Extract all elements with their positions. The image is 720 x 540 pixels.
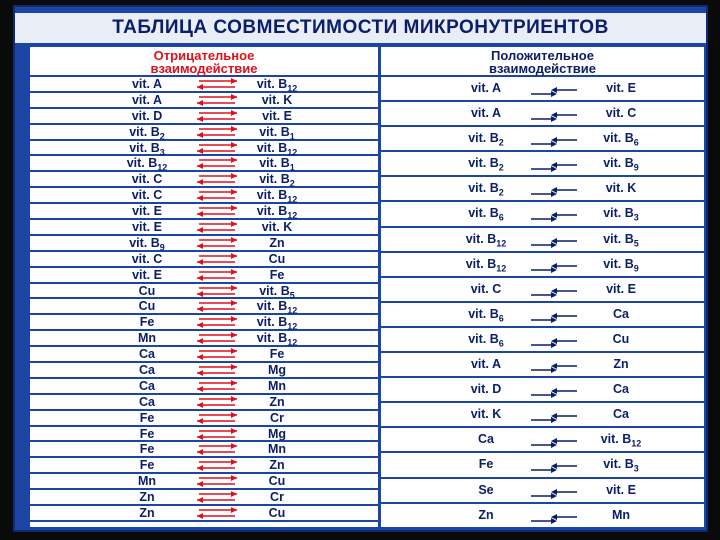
positive-nutrient-2: vit. E	[606, 281, 636, 296]
negative-nutrient-2: Cr	[270, 490, 284, 505]
negative-nutrient-2: Zn	[269, 235, 285, 250]
negative-nutrient-2: vit. K	[261, 220, 293, 235]
negative-nutrient-2: Mg	[267, 426, 287, 441]
positive-nutrient-2: Ca	[613, 407, 629, 422]
positive-nutrient-2: vit. $B_6$	[603, 131, 639, 148]
positive-nutrient-1: vit. A	[470, 357, 502, 372]
negative-row	[30, 188, 378, 204]
negative-row	[30, 395, 378, 411]
red-double-arrow-icon	[195, 253, 239, 268]
negative-nutrient-2: vit. $B_{12}$	[256, 188, 298, 205]
positive-nutrient-1: vit. A	[470, 106, 502, 121]
positive-nutrient-1: Fe	[478, 457, 494, 472]
negative-nutrient-1: Fe	[139, 458, 155, 473]
negative-nutrient-2: vit. $B_{12}$	[256, 204, 298, 221]
negative-nutrient-1: vit. D	[131, 108, 163, 123]
positive-row	[381, 479, 704, 504]
positive-row	[381, 303, 704, 328]
positive-row	[381, 428, 704, 453]
positive-nutrient-1: vit. K	[470, 407, 502, 422]
positive-panel	[381, 47, 704, 527]
positive-nutrient-1: vit. $B_2$	[468, 131, 504, 148]
negative-nutrient-2: vit. $B_{12}$	[256, 140, 298, 158]
red-double-arrow-icon	[195, 110, 239, 125]
positive-nutrient-1: vit. $B_6$	[468, 206, 504, 223]
positive-nutrient-2: Ca	[613, 306, 629, 321]
red-double-arrow-icon	[195, 157, 239, 172]
negative-header-line-1: Отрицательное	[153, 48, 255, 63]
positive-row	[381, 102, 704, 127]
positive-nutrient-2: vit. $B_3$	[603, 457, 639, 474]
positive-nutrient-1: vit. D	[470, 382, 502, 397]
negative-nutrient-1: Mn	[137, 331, 157, 346]
red-double-arrow-icon	[195, 126, 239, 141]
negative-nutrient-2: vit. $B_{12}$	[256, 315, 298, 332]
negative-nutrient-2: vit. E	[262, 108, 292, 123]
red-double-arrow-icon	[195, 269, 239, 284]
negative-nutrient-1: vit. A	[131, 92, 163, 107]
red-double-arrow-icon	[195, 491, 239, 506]
positive-nutrient-2: vit. $B_3$	[603, 206, 639, 223]
negative-nutrient-1: vit. C	[131, 251, 163, 266]
positive-row	[381, 152, 704, 177]
negative-nutrient-2: Cu	[268, 474, 286, 489]
negative-row	[30, 125, 378, 141]
positive-nutrient-2: vit. K	[605, 181, 637, 196]
negative-row	[30, 204, 378, 220]
negative-nutrient-1: Cu	[138, 299, 156, 314]
negative-nutrient-1: Ca	[139, 347, 155, 362]
negative-nutrient-2: Mn	[267, 442, 287, 457]
negative-nutrient-2: vit. $B_{12}$	[256, 77, 298, 94]
negative-nutrient-1: vit. E	[132, 204, 162, 219]
negative-nutrient-1: vit. $B_9$	[129, 235, 165, 253]
negative-row	[30, 490, 378, 506]
positive-nutrient-2: vit. $B_{12}$	[600, 432, 642, 449]
positive-nutrient-2: vit. $B_9$	[603, 256, 639, 274]
negative-rows	[30, 77, 378, 522]
negative-nutrient-2: vit. $B_5$	[259, 283, 295, 301]
negative-nutrient-2: Cu	[268, 251, 286, 266]
negative-row	[30, 379, 378, 395]
positive-row	[381, 177, 704, 202]
positive-nutrient-2: Zn	[613, 357, 629, 372]
negative-row	[30, 252, 378, 268]
positive-nutrient-1: Ca	[478, 432, 494, 447]
negative-nutrient-2: vit. $B_1$	[259, 156, 295, 173]
negative-header	[30, 47, 378, 77]
negative-nutrient-2: Mg	[267, 363, 287, 378]
positive-row	[381, 77, 704, 102]
red-double-arrow-icon	[195, 396, 239, 411]
positive-nutrient-2: vit. E	[606, 482, 636, 497]
red-double-arrow-icon	[195, 78, 239, 93]
negative-nutrient-2: Zn	[269, 458, 285, 473]
negative-row	[30, 458, 378, 474]
positive-header-line-2: взаимодействие	[488, 61, 596, 76]
positive-nutrient-1: vit. $B_{12}$	[465, 231, 507, 249]
positive-nutrient-1: vit. $B_2$	[468, 156, 504, 173]
red-double-arrow-icon	[195, 189, 239, 204]
negative-row	[30, 77, 378, 93]
positive-row	[381, 453, 704, 478]
negative-nutrient-1: vit. C	[131, 188, 163, 203]
negative-row	[30, 315, 378, 331]
positive-row	[381, 328, 704, 353]
negative-nutrient-1: vit. E	[132, 220, 162, 235]
negative-nutrient-1: Zn	[139, 506, 155, 521]
negative-nutrient-2: Fe	[269, 267, 285, 282]
positive-nutrient-2: vit. E	[606, 81, 636, 95]
negative-nutrient-2: Cu	[268, 506, 286, 521]
negative-nutrient-1: Zn	[139, 490, 155, 505]
positive-nutrient-2: vit. $B_9$	[603, 156, 639, 173]
red-double-arrow-icon	[195, 443, 239, 458]
negative-row	[30, 268, 378, 284]
red-double-arrow-icon	[195, 428, 239, 443]
negative-nutrient-2: Mn	[267, 378, 287, 393]
red-double-arrow-icon	[195, 237, 239, 252]
positive-row	[381, 253, 704, 278]
negative-nutrient-2: Fe	[269, 347, 285, 362]
negative-row	[30, 506, 378, 522]
positive-nutrient-1: vit. $B_6$	[468, 306, 504, 324]
red-double-arrow-icon	[195, 380, 239, 395]
red-double-arrow-icon	[195, 364, 239, 379]
positive-nutrient-2: Cu	[612, 331, 630, 346]
negative-nutrient-1: vit. C	[131, 172, 163, 187]
negative-row	[30, 220, 378, 236]
red-double-arrow-icon	[195, 332, 239, 347]
positive-nutrient-1: vit. $B_2$	[468, 181, 504, 198]
positive-nutrient-2: Ca	[613, 382, 629, 397]
negative-nutrient-1: Mn	[137, 474, 157, 489]
negative-row	[30, 172, 378, 188]
negative-panel	[30, 47, 378, 527]
positive-nutrient-1: Zn	[478, 507, 494, 522]
positive-nutrient-1: vit. $B_6$	[468, 331, 504, 349]
red-double-arrow-icon	[195, 94, 239, 109]
negative-row	[30, 442, 378, 458]
positive-nutrient-1: vit. C	[470, 281, 502, 296]
negative-nutrient-1: vit. $B_3$	[129, 140, 165, 158]
red-double-arrow-icon	[195, 412, 239, 427]
red-double-arrow-icon	[195, 142, 239, 157]
positive-nutrient-1: vit. $B_{12}$	[465, 256, 507, 274]
positive-row	[381, 228, 704, 253]
red-double-arrow-icon	[195, 316, 239, 331]
red-double-arrow-icon	[195, 300, 239, 315]
red-double-arrow-icon	[195, 459, 239, 474]
negative-nutrient-2: vit. $B_{12}$	[256, 331, 298, 348]
positive-row	[381, 278, 704, 303]
negative-nutrient-1: Fe	[139, 410, 155, 425]
positive-nutrient-1: Se	[478, 482, 494, 497]
positive-header	[381, 47, 704, 77]
positive-nutrient-2: vit. C	[605, 106, 637, 121]
negative-row	[30, 363, 378, 379]
negative-row	[30, 93, 378, 109]
positive-nutrient-2: Mn	[611, 507, 631, 522]
negative-nutrient-1: vit. $B_2$	[129, 124, 165, 142]
negative-nutrient-2: vit. $B_{12}$	[256, 299, 298, 316]
negative-row	[30, 474, 378, 490]
positive-row	[381, 127, 704, 152]
red-double-arrow-icon	[195, 205, 239, 220]
positive-header-line-1: Положительное	[491, 48, 594, 63]
negative-row	[30, 299, 378, 315]
negative-nutrient-1: Fe	[139, 315, 155, 330]
negative-row	[30, 109, 378, 125]
red-double-arrow-icon	[195, 475, 239, 490]
blue-converging-arrow-icon	[529, 510, 579, 533]
positive-nutrient-2: vit. $B_5$	[603, 231, 639, 249]
negative-nutrient-2: vit. $B_2$	[259, 172, 295, 189]
negative-nutrient-1: vit. A	[131, 77, 163, 91]
positive-row	[381, 504, 704, 529]
negative-row	[30, 236, 378, 252]
negative-row	[30, 156, 378, 172]
negative-nutrient-1: vit. $B_{12}$	[126, 156, 168, 173]
red-double-arrow-icon	[195, 173, 239, 188]
red-double-arrow-icon	[195, 348, 239, 363]
negative-row	[30, 411, 378, 427]
compatibility-sheet	[13, 5, 708, 532]
red-double-arrow-icon	[195, 507, 239, 522]
negative-nutrient-2: Zn	[269, 394, 285, 409]
positive-row	[381, 378, 704, 403]
positive-row	[381, 202, 704, 227]
positive-nutrient-1: vit. A	[470, 81, 502, 95]
positive-row	[381, 353, 704, 378]
negative-row	[30, 141, 378, 157]
negative-nutrient-1: Ca	[139, 394, 155, 409]
positive-row	[381, 403, 704, 428]
negative-nutrient-1: vit. E	[132, 267, 162, 282]
negative-nutrient-1: Ca	[139, 363, 155, 378]
negative-nutrient-2: vit. $B_1$	[259, 124, 295, 142]
red-double-arrow-icon	[195, 221, 239, 236]
page-title: ТАБЛИЦА СОВМЕСТИМОСТИ МИКРОНУТРИЕНТОВ	[15, 13, 706, 43]
negative-row	[30, 347, 378, 363]
negative-header-line-2: взаимодействие	[150, 61, 258, 76]
positive-rows	[381, 77, 704, 529]
negative-nutrient-1: Cu	[138, 283, 156, 298]
negative-nutrient-2: vit. K	[261, 92, 293, 107]
negative-nutrient-1: Fe	[139, 426, 155, 441]
negative-nutrient-2: Cr	[270, 410, 284, 425]
negative-nutrient-1: Fe	[139, 442, 155, 457]
negative-row	[30, 331, 378, 347]
negative-row	[30, 284, 378, 300]
negative-nutrient-1: Ca	[139, 378, 155, 393]
negative-row	[30, 427, 378, 443]
red-double-arrow-icon	[195, 285, 239, 300]
